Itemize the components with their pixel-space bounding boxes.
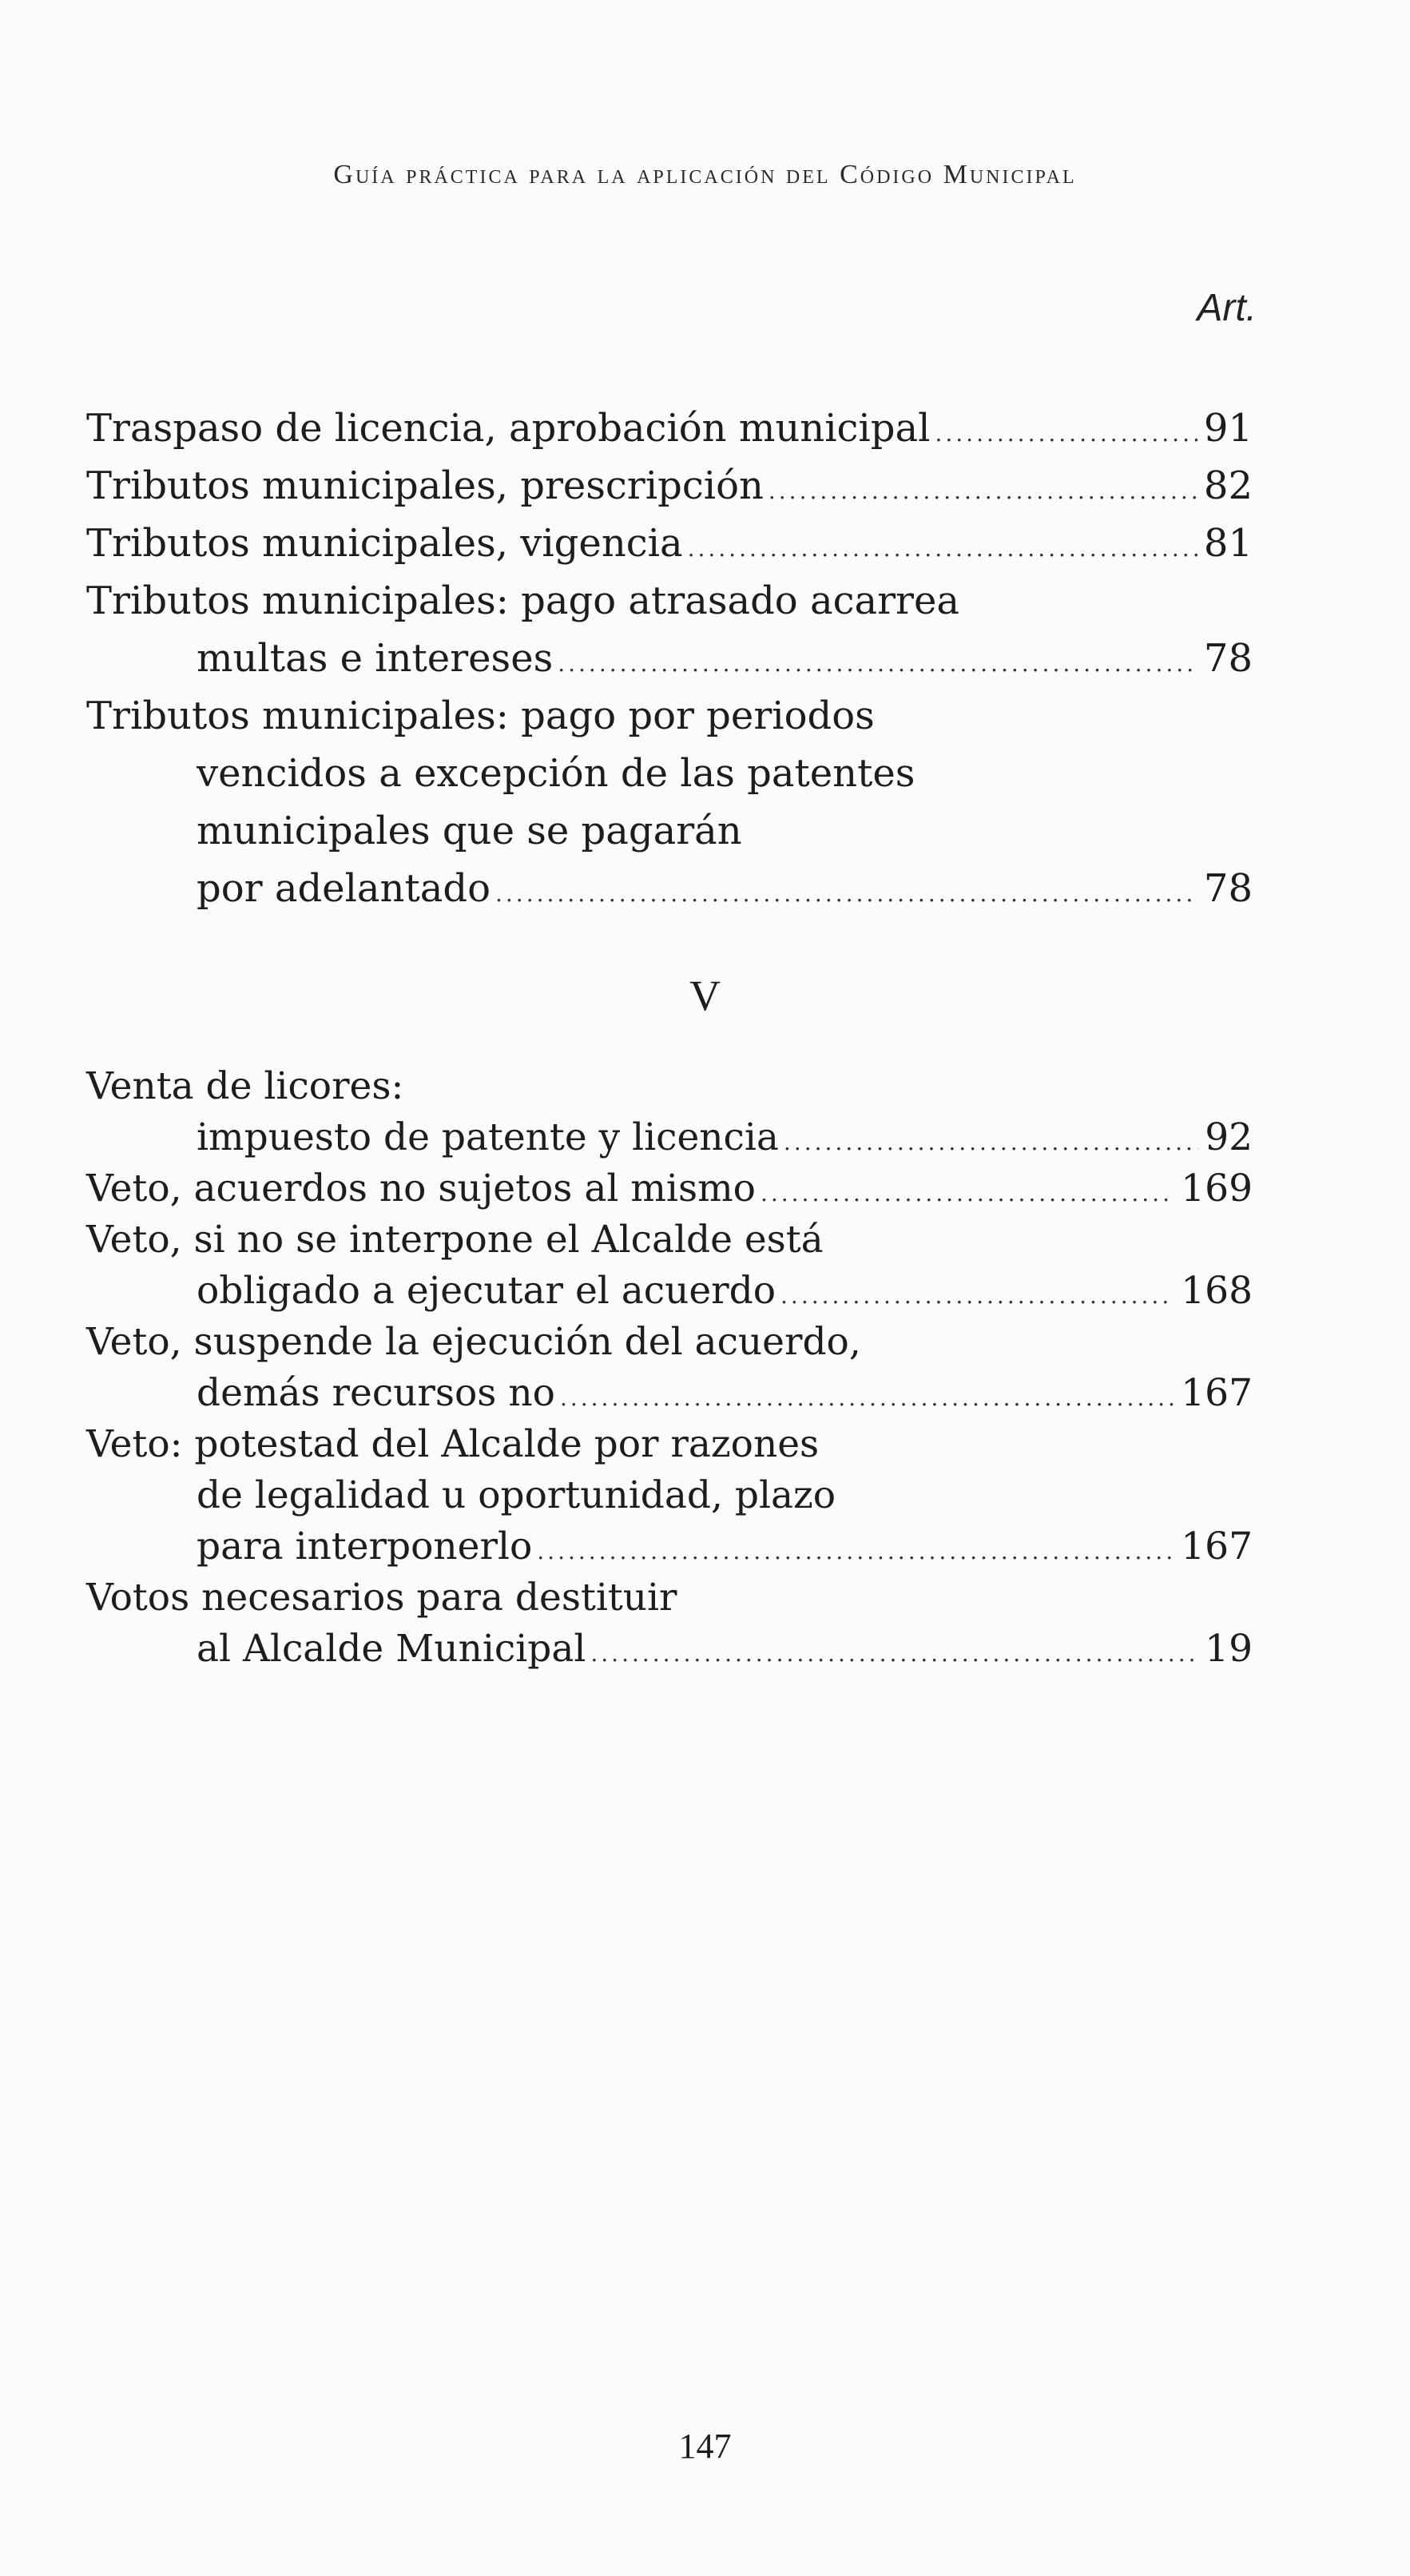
index-section-v	[86, 1061, 1253, 1675]
entry-page-ref: 78	[1203, 866, 1253, 911]
index-entry	[86, 400, 1253, 457]
dot-leader	[688, 520, 1198, 578]
entry-page-ref: 81	[1203, 521, 1253, 566]
entry-line	[86, 400, 1253, 457]
entry-line	[86, 1624, 1253, 1675]
entry-line	[86, 1163, 1253, 1214]
entry-line	[86, 1214, 1253, 1266]
entry-line	[86, 572, 1253, 630]
entry-line	[86, 457, 1253, 515]
entry-line	[86, 1317, 1253, 1368]
entry-text: Tributos municipales: pago atrasado acarrea	[86, 578, 959, 623]
entry-line	[86, 1470, 1253, 1521]
entry-line	[86, 1112, 1253, 1163]
index-entry	[86, 1572, 1253, 1675]
index-entry	[86, 1214, 1253, 1317]
entry-page-ref: 19	[1205, 1627, 1253, 1671]
entry-text: demás recursos no	[197, 1371, 555, 1415]
entry-line	[86, 1266, 1253, 1317]
entry-text: Tributos municipales, vigencia	[86, 521, 683, 566]
entry-text: impuesto de patente y licencia	[197, 1115, 779, 1159]
entry-text: Tributos municipales, prescripción	[86, 463, 764, 508]
index-entry	[86, 1061, 1253, 1163]
entry-text: Tributos municipales: pago por periodos	[86, 694, 875, 738]
index-entry	[86, 1163, 1253, 1214]
entry-line	[86, 1572, 1253, 1624]
section-heading-v: V	[689, 972, 721, 1020]
index-entry	[86, 687, 1253, 917]
entry-page-ref: 169	[1181, 1167, 1253, 1210]
entry-text: Veto, acuerdos no sujetos al mismo	[86, 1167, 756, 1210]
dot-leader	[495, 865, 1198, 923]
entry-line	[86, 860, 1253, 917]
index-entry	[86, 572, 1253, 687]
entry-line	[86, 515, 1253, 572]
dot-leader	[780, 1270, 1174, 1322]
entry-text: Venta de licores:	[86, 1064, 404, 1108]
entry-text: de legalidad u oportunidad, plazo	[197, 1473, 836, 1517]
entry-text: Votos necesarios para destituir	[86, 1576, 677, 1620]
entry-line	[86, 1521, 1253, 1572]
entry-line	[86, 802, 1253, 860]
entry-page-ref: 78	[1203, 636, 1253, 681]
entry-text: para interponerlo	[197, 1525, 533, 1568]
page-number: 147	[678, 2427, 732, 2466]
entry-line	[86, 687, 1253, 745]
entry-line	[86, 1419, 1253, 1470]
dot-leader	[784, 1117, 1198, 1168]
entry-line	[86, 1368, 1253, 1419]
entry-page-ref: 82	[1203, 463, 1253, 508]
dot-leader	[590, 1628, 1198, 1680]
entry-text: Traspaso de licencia, aprobación municipal	[86, 406, 931, 451]
entry-text: municipales que se pagarán	[197, 809, 742, 853]
entry-page-ref: 167	[1181, 1525, 1253, 1568]
dot-leader	[761, 1168, 1174, 1219]
entry-page-ref: 167	[1181, 1371, 1253, 1415]
entry-text: al Alcalde Municipal	[197, 1627, 586, 1671]
entry-page-ref: 168	[1181, 1269, 1253, 1313]
entry-text: obligado a ejecutar el acuerdo	[197, 1269, 776, 1313]
entry-page-ref: 91	[1203, 406, 1253, 451]
column-label-art: Art.	[1197, 287, 1257, 329]
entry-text: Veto, suspende la ejecución del acuerdo,	[86, 1320, 861, 1364]
index-entry	[86, 515, 1253, 572]
entry-text: Veto, si no se interpone el Alcalde está	[86, 1218, 824, 1262]
dot-leader	[558, 635, 1198, 693]
index-entry	[86, 457, 1253, 515]
dot-leader	[537, 1526, 1174, 1577]
entry-text: Veto: potestad del Alcalde por razones	[86, 1422, 820, 1466]
entry-line	[86, 745, 1253, 802]
entry-page-ref: 92	[1205, 1115, 1253, 1159]
entry-text: multas e intereses	[197, 636, 554, 681]
dot-leader	[935, 405, 1197, 463]
index-entry	[86, 1419, 1253, 1572]
entry-text: vencidos a excepción de las patentes	[197, 751, 916, 796]
index-section-t	[86, 400, 1253, 917]
dot-leader	[769, 463, 1198, 520]
entry-line	[86, 1061, 1253, 1112]
index-entry	[86, 1317, 1253, 1419]
entry-text: por adelantado	[197, 866, 491, 911]
dot-leader	[560, 1373, 1174, 1424]
running-head: Guía práctica para la aplicación del Código Municipal	[333, 160, 1077, 189]
entry-line	[86, 630, 1253, 687]
